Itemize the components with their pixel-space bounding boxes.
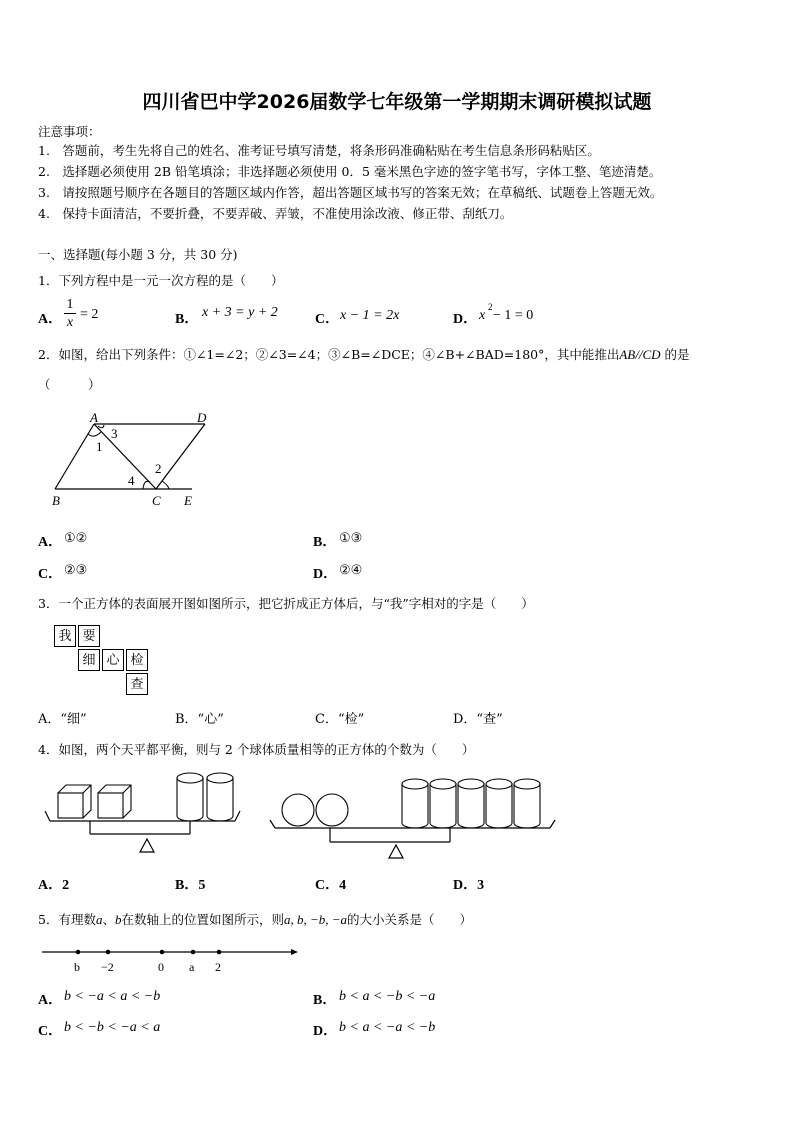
- q2-arc-2: [162, 481, 169, 489]
- q2-label-3: 3: [111, 426, 118, 441]
- q2-arc-3: [98, 425, 104, 428]
- q3-net-cell-wo: 我: [54, 625, 76, 647]
- q2-option-b-label: B．: [313, 535, 337, 550]
- q5-option-b-label: B．: [313, 993, 337, 1008]
- q2-option-a: ①②: [64, 531, 88, 546]
- q2-label-d: D: [197, 410, 207, 425]
- q1-option-a-fraction: [64, 296, 76, 331]
- q5-point-neg2: [106, 950, 111, 955]
- q4-option-c: C．4: [315, 878, 347, 893]
- q5-label-2: 2: [215, 960, 221, 974]
- q1-fraction-num: 1: [64, 296, 76, 314]
- q1-option-a-label: A．: [38, 312, 63, 327]
- q5-label-neg2: −2: [101, 960, 114, 974]
- q3-option-b: B．“心”: [175, 712, 224, 727]
- q2-label-2: 2: [155, 461, 162, 476]
- q5-option-c: b < −b < −a < a: [64, 1020, 161, 1035]
- q1-options: [38, 296, 758, 336]
- q2-label-1: 1: [96, 439, 103, 454]
- q5-option-a-label: A．: [38, 993, 63, 1008]
- q5-axis-arrow: [291, 949, 298, 955]
- q5-point-0: [160, 950, 165, 955]
- q3-net: [54, 625, 154, 700]
- q5-option-d: b < a < −a < −b: [339, 1020, 436, 1035]
- page-title: 四川省巴中学2026届数学七年级第一学期期末调研模拟试题: [142, 91, 652, 113]
- q2-option-d: ②④: [339, 563, 363, 578]
- q2-label-c: C: [152, 493, 161, 508]
- q4-cylinder-7: [514, 779, 540, 828]
- q2-stem: [38, 345, 690, 363]
- q2-option-a-label: A．: [38, 535, 63, 550]
- q5-number-line: [40, 940, 305, 976]
- q1-option-b-label: B．: [175, 312, 199, 327]
- q3-net-cell-xin: 心: [102, 649, 124, 671]
- q1-option-d-label: D．: [453, 312, 478, 327]
- q5-stem-c: 的大小关系是（ ）: [347, 912, 473, 927]
- q2-stem-a: 2．如图，给出下列条件：①∠1=∠2；②∠3=∠4；③∠B=∠DCE；④∠B+∠BAD=180°，其中能推出: [38, 347, 620, 362]
- q4-sphere-1: [282, 794, 314, 826]
- q2-label-4: 4: [128, 473, 135, 488]
- q2-label-e: E: [184, 493, 192, 508]
- q4-option-a: A．2: [38, 878, 70, 893]
- q4-cylinder-2: [207, 773, 233, 821]
- q1-stem: 1．下列方程中是一元一次方程的是（ ）: [38, 273, 284, 288]
- q2-arc-1: [88, 432, 101, 436]
- q5-var-a: a: [95, 912, 103, 927]
- q3-option-a: A．“细”: [38, 712, 87, 727]
- q1-option-d-sup: 2: [488, 302, 493, 312]
- q2-option-d-label: D．: [313, 567, 338, 582]
- q3-net-cell-jian: 检: [126, 649, 148, 671]
- q4-cylinder-4: [430, 779, 456, 828]
- q3-net-cell-cha: 查: [126, 673, 148, 695]
- q1-option-d-base: x: [479, 308, 486, 323]
- q5-label-a: a: [189, 960, 195, 974]
- q4-balance-right: [270, 820, 555, 858]
- q5-stem-a: 5．有理数: [38, 912, 96, 927]
- section-heading: 一、选择题(每小题 3 分，共 30 分): [38, 247, 238, 262]
- q5-point-b: [76, 950, 81, 955]
- q3-net-cell-xi: 细: [78, 649, 100, 671]
- q5-option-a: b < −a < a < −b: [64, 989, 161, 1004]
- q4-option-b: B．5: [175, 878, 206, 893]
- q2-label-a: A: [90, 410, 98, 425]
- q4-sphere-2: [316, 794, 348, 826]
- q2-paren: （ ）: [38, 377, 101, 392]
- q4-figure: [40, 768, 560, 860]
- notice-item-4: 4. 保持卡面清洁，不要折叠，不要弄破、弄皱，不准使用涂改液、修正带、刮纸刀。: [38, 206, 513, 221]
- q1-option-b: x + 3 = y + 2: [202, 305, 278, 320]
- notice-heading: 注意事项：: [38, 124, 101, 139]
- q4-option-d: D．3: [453, 878, 485, 893]
- q3-option-c: C．“检”: [315, 712, 365, 727]
- q5-stem: [38, 910, 472, 928]
- q3-option-d: D．“查”: [453, 712, 503, 727]
- q4-cube-2: [98, 785, 131, 818]
- q3-net-cell-yao: 要: [78, 625, 100, 647]
- q5-stem-b: 在数轴上的位置如图所示，则: [121, 912, 284, 927]
- q1-fraction-den: x: [66, 315, 74, 330]
- q4-cylinder-5: [458, 779, 484, 828]
- q1-option-c: x − 1 = 2x: [340, 308, 400, 323]
- q5-option-d-label: D．: [313, 1024, 338, 1039]
- q4-stem: 4．如图，两个天平都平衡，则与 2 个球体质量相等的正方体的个数为（ ）: [38, 742, 475, 757]
- notice-item-2: 2. 选择题必须使用 2B 铅笔填涂；非选择题必须使用 0．5 毫米黑色字迹的签字笔书写，字体工整、笔迹清楚。: [38, 164, 662, 179]
- q4-cylinder-3: [402, 779, 428, 828]
- q5-label-b: b: [74, 960, 80, 974]
- q1-option-d-rest: − 1 = 0: [493, 308, 534, 323]
- q2-label-b: B: [52, 493, 60, 508]
- q2-option-c: ②③: [64, 563, 88, 578]
- q5-option-c-label: C．: [38, 1024, 63, 1039]
- q2-stem-b: 的是: [664, 347, 690, 362]
- q2-line-dc: [156, 424, 205, 489]
- q4-cube-1: [58, 785, 91, 818]
- q2-line-ab: [55, 424, 94, 489]
- q5-sep: 、: [102, 912, 115, 927]
- q1-option-a-rest: = 2: [80, 307, 99, 322]
- q1-option-c-label: C．: [315, 312, 340, 327]
- q2-option-c-label: C．: [38, 567, 63, 582]
- q5-point-2: [217, 950, 222, 955]
- q5-label-0: 0: [158, 960, 164, 974]
- q2-figure: [40, 406, 210, 512]
- notice-item-3: 3. 请按照题号顺序在各题目的答题区域内作答，超出答题区域书写的答案无效；在草稿纸、试题卷上答题无效。: [38, 185, 663, 200]
- q2-option-b: ①③: [339, 531, 363, 546]
- q5-list: a, b, −b, −a: [283, 912, 348, 927]
- q4-cylinder-6: [486, 779, 512, 828]
- q5-option-b: b < a < −b < −a: [339, 989, 436, 1004]
- q2-stem-math: AB//CD: [619, 347, 661, 362]
- q5-var-b: b: [114, 912, 122, 927]
- q2-line-ac: [94, 424, 156, 489]
- q5-point-a: [191, 950, 196, 955]
- notice-item-1: 1. 答题前，考生先将自己的姓名、准考证号填写清楚，将条形码准确粘贴在考生信息条形码粘贴区。: [38, 143, 600, 158]
- q4-cylinder-1: [177, 773, 203, 821]
- q3-stem: 3．一个正方体的表面展开图如图所示，把它折成正方体后，与“我”字相对的字是（ ）: [38, 596, 534, 611]
- q4-balance-left: [45, 811, 240, 852]
